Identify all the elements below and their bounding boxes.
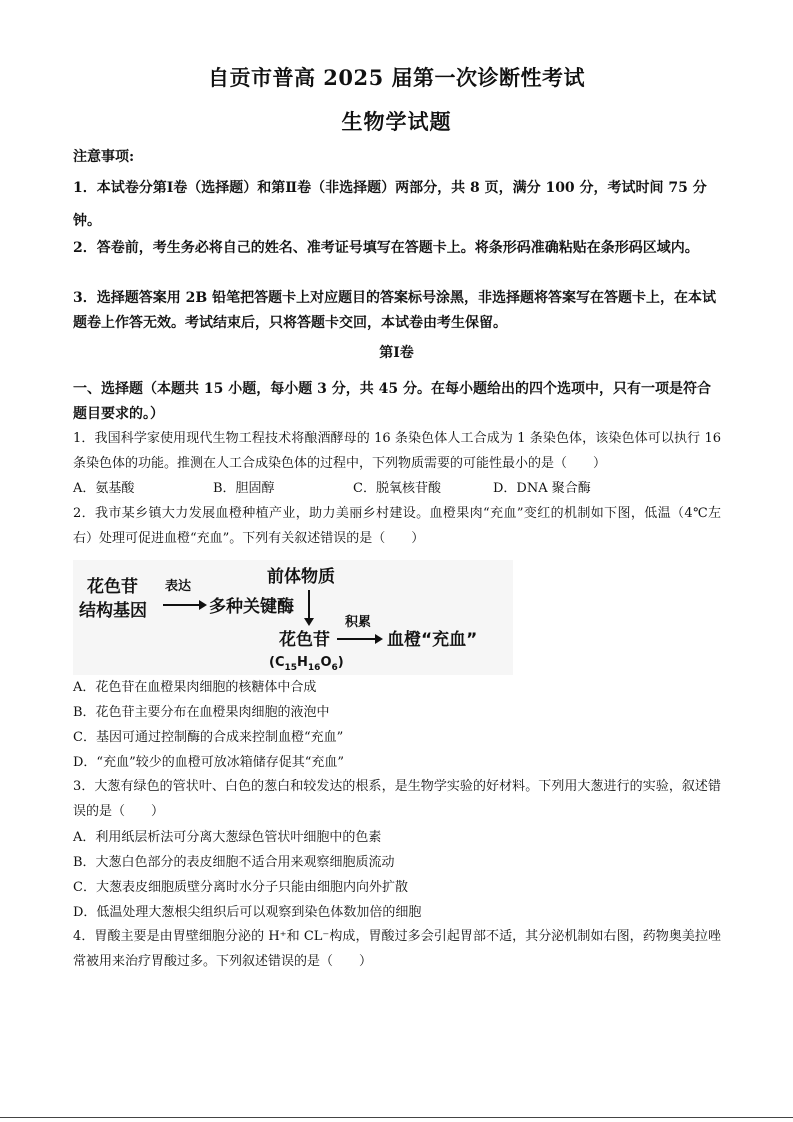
subject-title: 生物学试题 (341, 109, 452, 134)
page-bottom-rule (0, 1117, 793, 1118)
question-4-stem: 4．胃酸主要是由胃壁细胞分泌的 H⁺和 CL⁻构成，胃酸过多会引起胃部不适，其分泌机制如右图，药物奥美拉唑常被用来治疗胃酸过多。下列叙述错误的是（ ） (73, 929, 721, 969)
question-2-option-c: C．基因可通过控制酶的合成来控制血橙“充血” (73, 730, 344, 745)
question-2-option-a: A．花色苷在血橙果肉细胞的核糖体中合成 (73, 680, 317, 695)
section-intro: 一、选择题（本题共 15 小题，每小题 3 分，共 45 分。在每小题给出的四个选项中，只有一项是符合题目要求的。） (73, 381, 711, 422)
question-3-option-b: B．大葱白色部分的表皮细胞不适合用来观察细胞质流动 (73, 855, 395, 870)
notice-item-2: 2．答卷前，考生务必将自己的姓名、准考证号填写在答题卡上。将条形码准确粘贴在条形码区域内。 (73, 240, 699, 256)
question-1-option-d: D．DNA 聚合酶 (493, 481, 591, 496)
notice-item-1: 1．本试卷分第Ⅰ卷（选择题）和第Ⅱ卷（非选择题）两部分，共 8 页，满分 100 分，考试时间 75 分钟。 (73, 180, 707, 229)
diagram-gene-line2: 结构基因 (79, 601, 147, 621)
question-2-stem: 2．我市某乡镇大力发展血橙种植产业，助力美丽乡村建设。血橙果肉“充血”变红的机制如下图，低温（4℃左右）处理可促进血橙“充血”。下列有关叙述错误的是（ ） (73, 506, 721, 546)
notice-item-3: 3．选择题答案用 2B 铅笔把答题卡上对应题目的答案标号涂黑，非选择题将答案写在答题卡上，在本试题卷上作答无效。考试结束后，只将答题卡交回，本试卷由考生保留。 (73, 290, 717, 331)
question-1-option-a: A．氨基酸 (73, 481, 135, 496)
anthocyanin-mechanism-diagram (73, 560, 513, 675)
question-2-option-b: B．花色苷主要分布在血橙果肉细胞的液泡中 (73, 705, 330, 720)
section-label: 第Ⅰ卷 (379, 345, 414, 361)
diagram-arrow1-label: 表达 (165, 579, 192, 594)
diagram-anthocyanin: 花色苷 (279, 630, 330, 650)
question-1-option-b: B．胆固醇 (213, 481, 275, 496)
question-1-option-c: C．脱氧核苷酸 (353, 481, 441, 496)
diagram-enzymes: 多种关键酶 (209, 597, 294, 617)
exam-title: 自贡市普高 2025 届第一次诊断性考试 (207, 65, 586, 90)
question-1-stem: 1．我国科学家使用现代生物工程技术将酿酒酵母的 16 条染色体人工合成为 1 条染色体，该染色体可以执行 16 条染色体的功能。推测在人工合成染色体的过程中，下列物质需要的可能性最小的是（ ） (73, 431, 721, 471)
diagram-arrow-down-head (304, 618, 314, 626)
notice-heading: 注意事项: (73, 149, 135, 165)
question-3-option-a: A．利用纸层析法可分离大葱绿色管状叶细胞中的色素 (73, 830, 382, 845)
diagram-arrow2-label: 积累 (345, 615, 372, 630)
diagram-gene-line1: 花色苷 (87, 577, 138, 597)
diagram-precursor: 前体物质 (267, 567, 335, 587)
diagram-arrow1-head (199, 600, 207, 610)
diagram-arrow2-head (375, 634, 383, 644)
question-3-stem: 3．大葱有绿色的管状叶、白色的葱白和较发达的根系，是生物学实验的好材料。下列用大葱进行的实验，叙述错误的是（ ） (73, 779, 721, 819)
question-2-option-d: D．“充血”较少的血橙可放冰箱储存促其“充血” (73, 755, 345, 770)
question-3-option-d: D．低温处理大葱根尖组织后可以观察到染色体数加倍的细胞 (73, 905, 422, 920)
question-3-option-c: C．大葱表皮细胞质壁分离时水分子只能由细胞内向外扩散 (73, 880, 408, 895)
diagram-result: 血橙“充血” (387, 630, 478, 650)
diagram-formula: $(C_{15}H_{16}O_6)$ (269, 655, 344, 673)
